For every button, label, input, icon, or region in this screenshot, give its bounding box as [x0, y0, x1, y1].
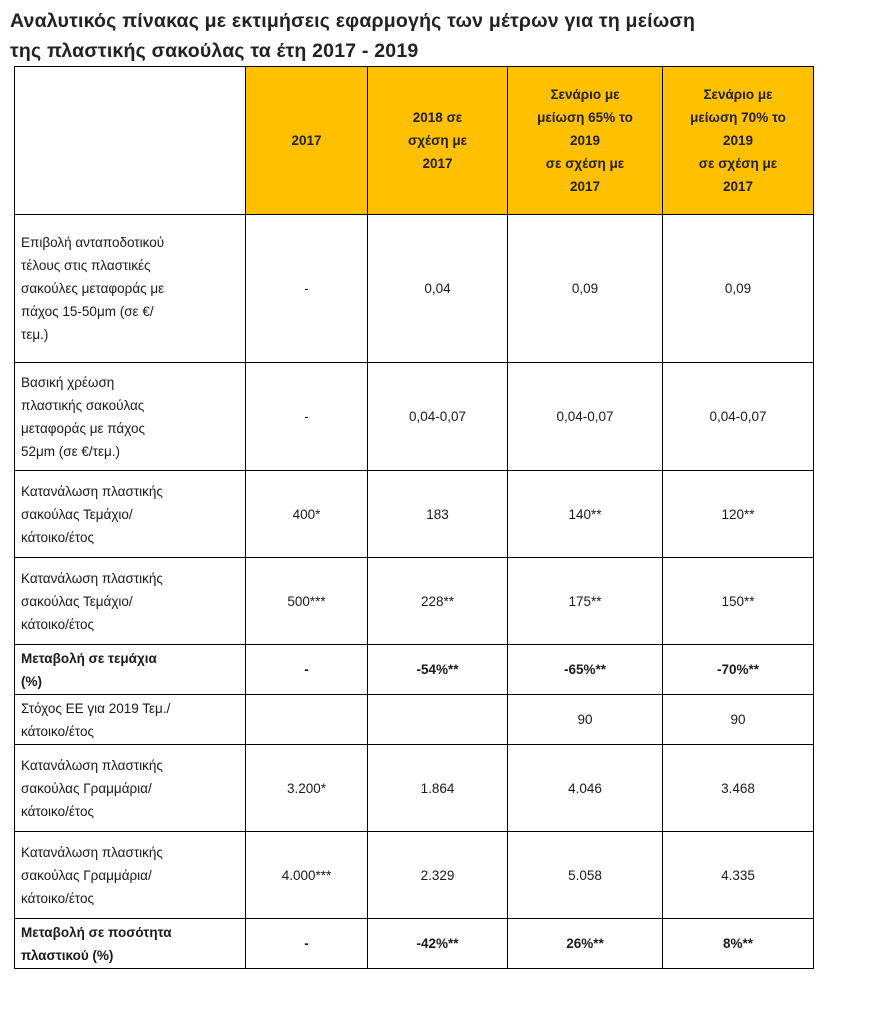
value-cell: 3.200*	[246, 745, 368, 832]
value-cell: 26%**	[508, 919, 663, 969]
row-label: Στόχος ΕΕ για 2019 Τεμ./ κάτοικο/έτος	[15, 695, 246, 745]
value-cell: -54%**	[368, 645, 508, 695]
table-row	[15, 745, 814, 832]
value-cell: 175**	[508, 558, 663, 645]
value-cell: -70%**	[663, 645, 814, 695]
header-row	[15, 67, 814, 215]
header-cell-2017: 2017	[246, 67, 368, 215]
table-row	[15, 645, 814, 695]
row-label: Μεταβολή σε τεμάχια (%)	[15, 645, 246, 695]
value-cell: -65%**	[508, 645, 663, 695]
value-cell: 8%**	[663, 919, 814, 969]
measures-table	[14, 66, 814, 969]
value-cell: 4.046	[508, 745, 663, 832]
row-label: Κατανάλωση πλαστικής σακούλας Γραμμάρια/ κάτοικο/έτος	[15, 745, 246, 832]
table-row	[15, 215, 814, 363]
value-cell: -	[246, 919, 368, 969]
table-row	[15, 558, 814, 645]
value-cell: 90	[663, 695, 814, 745]
value-cell: 0,04	[368, 215, 508, 363]
value-cell: -	[246, 215, 368, 363]
value-cell: 0,04-0,07	[508, 363, 663, 471]
value-cell: 0,09	[508, 215, 663, 363]
header-cell-empty	[15, 67, 246, 215]
value-cell: 400*	[246, 471, 368, 558]
value-cell: 0,04-0,07	[368, 363, 508, 471]
header-cell-2018: 2018 σε σχέση με 2017	[368, 67, 508, 215]
value-cell: 5.058	[508, 832, 663, 919]
table-row	[15, 832, 814, 919]
value-cell: 0,04-0,07	[663, 363, 814, 471]
value-cell: 4.000***	[246, 832, 368, 919]
value-cell: 140**	[508, 471, 663, 558]
value-cell	[246, 695, 368, 745]
value-cell: 183	[368, 471, 508, 558]
value-cell: -	[246, 363, 368, 471]
row-label: Κατανάλωση πλαστικής σακούλας Τεμάχιο/ κάτοικο/έτος	[15, 471, 246, 558]
value-cell: -42%**	[368, 919, 508, 969]
row-label: Βασική χρέωση πλαστικής σακούλας μεταφοράς με πάχος 52μm (σε €/τεμ.)	[15, 363, 246, 471]
row-label: Κατανάλωση πλαστικής σακούλας Τεμάχιο/ κάτοικο/έτος	[15, 558, 246, 645]
row-label: Επιβολή ανταποδοτικού τέλους στις πλαστικές σακούλες μεταφοράς με πάχος 15-50μm (σε €/ τεμ.)	[15, 215, 246, 363]
row-label: Κατανάλωση πλαστικής σακούλας Γραμμάρια/ κάτοικο/έτος	[15, 832, 246, 919]
value-cell: 3.468	[663, 745, 814, 832]
value-cell: 150**	[663, 558, 814, 645]
value-cell: 500***	[246, 558, 368, 645]
value-cell: 0,09	[663, 215, 814, 363]
header-cell-scenario-70: Σενάριο με μείωση 70% το 2019 σε σχέση με 2017	[663, 67, 814, 215]
value-cell: 1.864	[368, 745, 508, 832]
row-label: Μεταβολή σε ποσότητα πλαστικού (%)	[15, 919, 246, 969]
table-row	[15, 363, 814, 471]
value-cell: 90	[508, 695, 663, 745]
value-cell	[368, 695, 508, 745]
value-cell: -	[246, 645, 368, 695]
table-row	[15, 919, 814, 969]
table-row	[15, 695, 814, 745]
value-cell: 228**	[368, 558, 508, 645]
page-title: Αναλυτικός πίνακας με εκτιμήσεις εφαρμογής των μέτρων για τη μείωση της πλαστικής σακούλας τα έτη 2017 - 2019	[10, 10, 696, 62]
header-cell-scenario-65: Σενάριο με μείωση 65% το 2019 σε σχέση με 2017	[508, 67, 663, 215]
value-cell: 4.335	[663, 832, 814, 919]
value-cell: 2.329	[368, 832, 508, 919]
table-row	[15, 471, 814, 558]
value-cell: 120**	[663, 471, 814, 558]
